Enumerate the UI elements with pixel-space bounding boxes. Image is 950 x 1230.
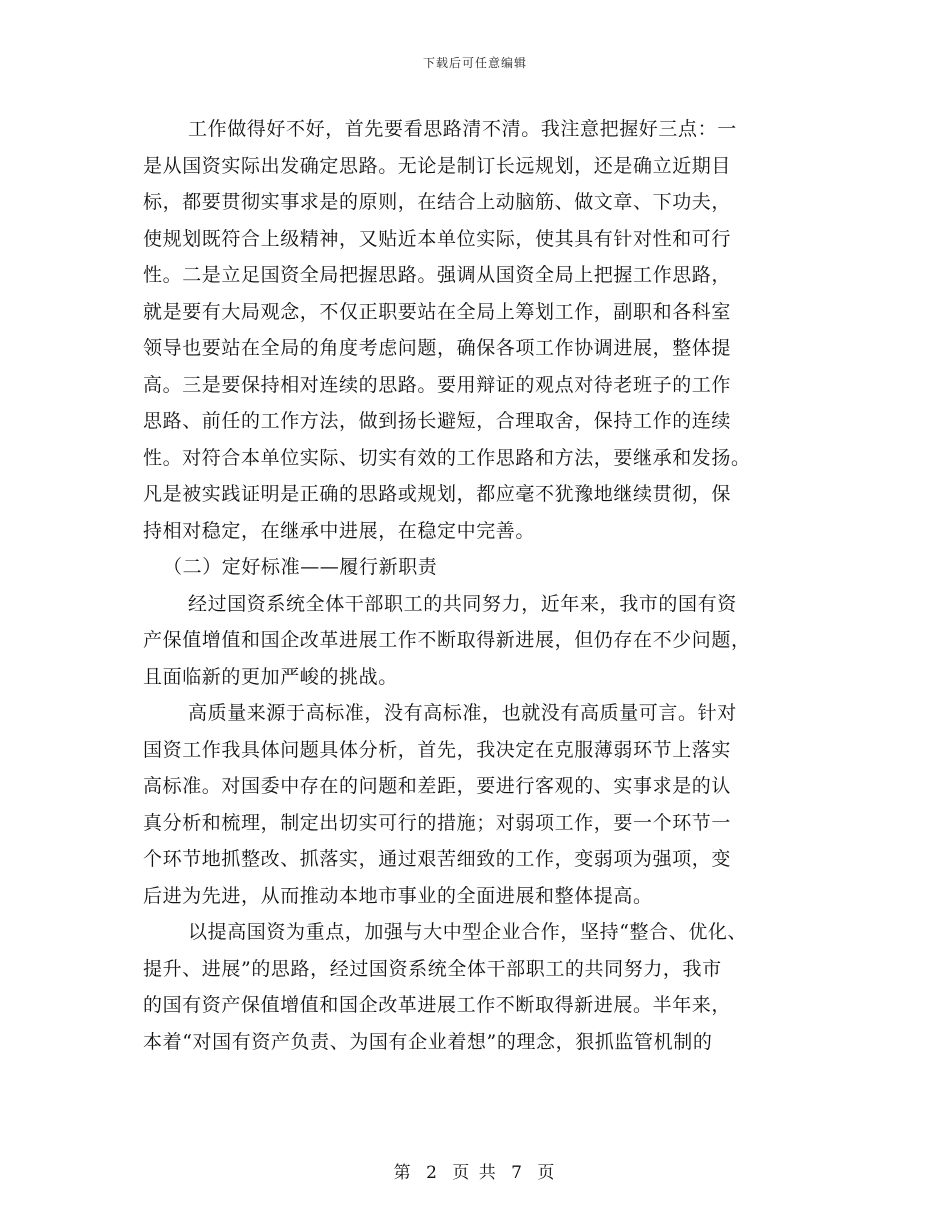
footer-prefix: 第 (393, 1163, 413, 1183)
text-line: 真分析和梳理，制定出切实可行的措施；对弱项工作，要一个环节一 (143, 811, 732, 834)
text-line: 高质量来源于高标准，没有高标准，也就没有高质量可言。针对 (188, 702, 737, 724)
text-line: 思路、前任的工作方法，做到扬长避短，合理取舍，保持工作的连续 (143, 410, 732, 432)
total-pages-number: 7 (511, 1163, 524, 1183)
text-line: 性。对符合本单位实际、切实有效的工作思路和方法，要继承和发扬。 (143, 446, 751, 469)
section-heading: （二）定好标准——履行新职责 (163, 556, 438, 578)
text-line: 以提高国资为重点，加强与大中型企业合作，坚持“整合、优化、 (188, 921, 748, 943)
footer-suffix: 页 (537, 1163, 557, 1183)
text-line: 个环节地抓整改、抓落实，通过艰苦细致的工作，变弱项为强项，变 (143, 848, 732, 870)
text-line: 领导也要站在全局的角度考虑问题，确保各项工作协调进展，整体提 (143, 337, 732, 359)
text-line: 就是要有大局观念，不仅正职要站在全局上筹划工作，副职和各科室 (143, 300, 732, 323)
footer-middle: 页 共 (452, 1163, 498, 1183)
text-line: 高标准。对国委中存在的问题和差距，要进行客观的、实事求是的认 (143, 775, 732, 797)
page-number-footer (0, 1158, 950, 1183)
text-line: 使规划既符合上级精神，又贴近本单位实际，使其具有针对性和可行 (143, 227, 732, 250)
text-line: 工作做得好不好，首先要看思路清不清。我注意把握好三点：一 (188, 118, 737, 140)
body-text (143, 111, 808, 1060)
text-line: 的国有资产保值增值和国企改革进展工作不断取得新进展。半年来， (143, 994, 732, 1016)
header-note: 下载后可任意编辑 (422, 56, 527, 70)
text-line: 高。三是要保持相对连续的思路。要用辩证的观点对待老班子的工作 (143, 373, 732, 396)
text-line: 经过国资系统全体干部职工的共同努力，近年来，我市的国有资 (188, 592, 737, 615)
text-line: 本着“对国有资产负责、为国有企业着想”的理念，狠抓监管机制的 (143, 1030, 713, 1053)
text-line: 且面临新的更加严峻的挑战。 (143, 665, 398, 688)
current-page-number: 2 (426, 1163, 439, 1183)
text-line: 标，都要贯彻实事求是的原则，在结合上动脑筋、做文章、下功夫， (143, 191, 732, 213)
text-line: 凡是被实践证明是正确的思路或规划，都应毫不犹豫地继续贯彻，保 (143, 483, 732, 505)
text-line: 提升、进展”的思路，经过国资系统全体干部职工的共同努力，我市 (143, 957, 722, 980)
text-line: 产保值增值和国企改革进展工作不断取得新进展，但仍存在不少问题， (143, 629, 751, 651)
text-line: 国资工作我具体问题具体分析，首先，我决定在克服薄弱环节上落实 (143, 738, 732, 761)
text-line: 持相对稳定，在继承中进展，在稳定中完善。 (143, 519, 536, 542)
text-line: 后进为先进，从而推动本地市事业的全面进展和整体提高。 (143, 884, 653, 907)
text-line: 性。二是立足国资全局把握思路。强调从国资全局上把握工作思路， (143, 264, 732, 286)
text-line: 是从国资实际出发确定思路。无论是制订长远规划，还是确立近期目 (143, 154, 732, 177)
